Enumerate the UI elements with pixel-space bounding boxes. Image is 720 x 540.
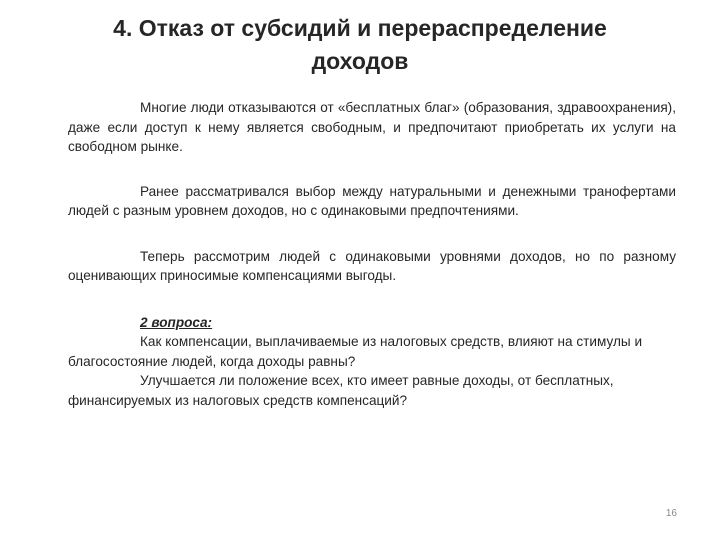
question-2: Улучшается ли положение всех, кто имеет равные доходы, от бесплатных, финансируемых из налоговых средств компенсаций? [68,373,614,408]
paragraph-equal-incomes: Теперь рассмотрим людей с одинаковыми уровнями доходов, но по разному оценивающих приносимые компенсациями выгоды. [68,248,676,283]
paragraph-free-goods: Многие люди отказываются от «бесплатных благ» (образования, здравоохранения), даже если доступ к нему является свободным, и предпочитают приобретать их услуги на свободном рынке. [68,100,676,154]
paragraph-transfers: Ранее рассматривался выбор между натуральными и денежными транофертами людей с разным уровнем доходов, но с одинаковыми предпочтениями. [68,183,676,218]
page-number: 16 [665,508,677,519]
slide-title-line-2: доходов [311,48,409,74]
slide-title-line-1: 4. Отказ от субсидий и перераспределение [113,15,607,41]
slide-title [60,12,660,78]
question-1: Как компенсации, выплачиваемые из налоговых средств, влияют на стимулы и благосостояние людей, когда доходы равны? [68,334,643,369]
questions-heading: 2 вопроса: [140,314,213,330]
slide-body [68,98,676,410]
